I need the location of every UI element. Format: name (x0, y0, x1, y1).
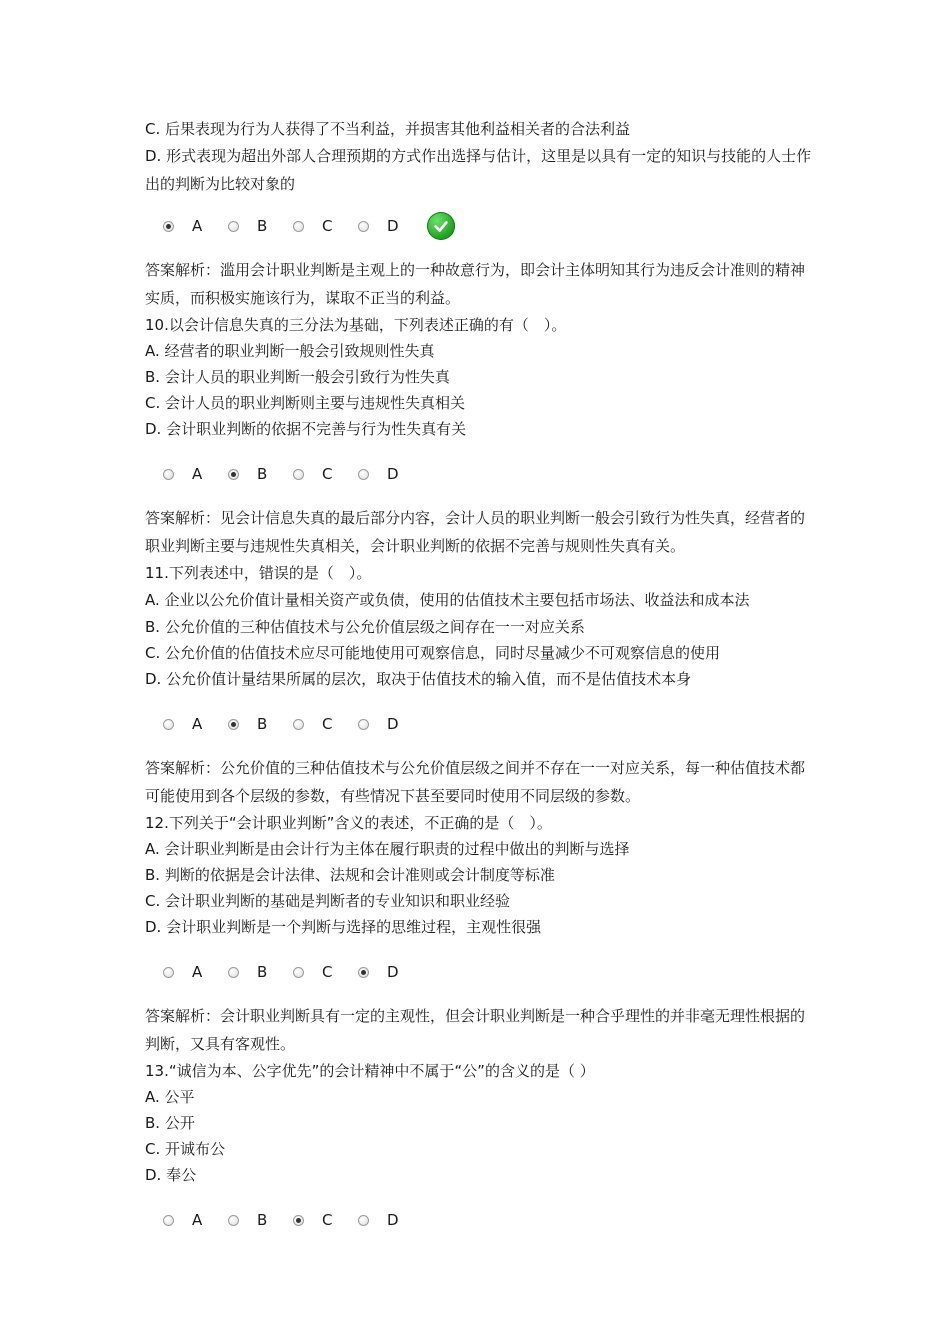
q13-option-a: A. 公平 (145, 1088, 195, 1106)
radio-icon[interactable] (163, 1215, 174, 1226)
q11-choice-b[interactable]: B (228, 715, 273, 733)
radio-icon[interactable] (163, 719, 174, 730)
q11-choice-a[interactable]: A (163, 715, 208, 733)
radio-icon[interactable] (358, 469, 369, 480)
q9-choice-b[interactable]: B (228, 217, 273, 235)
q11-choice-d[interactable]: D (358, 715, 403, 733)
q12-choice-b[interactable]: B (228, 963, 273, 981)
radio-icon[interactable] (228, 719, 239, 730)
exam-page (145, 116, 815, 1250)
q13-choice-a[interactable]: A (163, 1211, 208, 1229)
q12-choice-c[interactable]: C (293, 963, 338, 981)
radio-icon[interactable] (163, 221, 174, 232)
q10-stem: 10.以会计信息失真的三分法为基础，下列表述正确的有（ ）。 (145, 316, 567, 334)
q11-option-c: C. 公允价值的估值技术应尽可能地使用可观察信息，同时尽量减少不可观察信息的使用 (145, 644, 721, 662)
q10-choice-c[interactable]: C (293, 465, 338, 483)
radio-icon[interactable] (228, 1215, 239, 1226)
q13-stem: 13.“诚信为本、公字优先”的会计精神中不属于“公”的含义的是（ ） (145, 1062, 595, 1080)
q12-choice-a[interactable]: A (163, 963, 208, 981)
radio-icon[interactable] (293, 469, 304, 480)
q13-option-c: C. 开诚布公 (145, 1140, 226, 1158)
q9-option-d: D. 形式表现为超出外部人合理预期的方式作出选择与估计，这里是以具有一定的知识与技能的人士作出的判断为比较对象的 (145, 147, 812, 193)
q9-choice-c[interactable]: C (293, 217, 338, 235)
q11-option-a: A. 企业以公允价值计量相关资产或负债，使用的估值技术主要包括市场法、收益法和成本法 (145, 591, 750, 609)
q13-option-b: B. 公开 (145, 1114, 195, 1132)
q10-option-a: A. 经营者的职业判断一般会引致规则性失真 (145, 342, 435, 360)
q11-stem: 11.下列表述中，错误的是（ ）。 (145, 564, 372, 582)
q9-answer-choices (163, 204, 815, 248)
radio-icon[interactable] (293, 719, 304, 730)
q10-choice-d[interactable]: D (358, 465, 403, 483)
q9-choice-a[interactable]: A (163, 217, 208, 235)
radio-icon[interactable] (228, 967, 239, 978)
q12-answer-choices (163, 950, 815, 994)
q11-option-d: D. 公允价值计量结果所属的层次，取决于估值技术的输入值，而不是估值技术本身 (145, 670, 692, 688)
q10-answer-choices (163, 452, 815, 496)
q10-choice-b[interactable]: B (228, 465, 273, 483)
q13-choice-b[interactable]: B (228, 1211, 273, 1229)
q11-option-b: B. 公允价值的三种估值技术与公允价值层级之间存在一一对应关系 (145, 618, 585, 636)
radio-icon[interactable] (228, 469, 239, 480)
q13-answer-choices (163, 1198, 815, 1242)
q12-choice-d[interactable]: D (358, 963, 403, 981)
radio-icon[interactable] (358, 1215, 369, 1226)
q12-stem: 12.下列关于“会计职业判断”含义的表述，不正确的是（ ）。 (145, 814, 552, 832)
radio-icon[interactable] (163, 967, 174, 978)
radio-icon[interactable] (293, 221, 304, 232)
q13-option-d: D. 奉公 (145, 1166, 197, 1184)
q12-option-d: D. 会计职业判断是一个判断与选择的思维过程，主观性很强 (145, 918, 542, 936)
radio-icon[interactable] (163, 469, 174, 480)
q12-option-c: C. 会计职业判断的基础是判断者的专业知识和职业经验 (145, 892, 511, 910)
check-circle-icon (427, 212, 455, 240)
q10-choice-a[interactable]: A (163, 465, 208, 483)
q10-option-c: C. 会计人员的职业判断则主要与违规性失真相关 (145, 394, 466, 412)
q13-choice-c[interactable]: C (293, 1211, 338, 1229)
q11-answer-choices (163, 702, 815, 746)
q12-explanation: 答案解析：会计职业判断具有一定的主观性，但会计职业判断是一种合乎理性的并非毫无理性根据的判断，又具有客观性。 (145, 1007, 806, 1053)
q13-choice-d[interactable]: D (358, 1211, 403, 1229)
radio-icon[interactable] (358, 221, 369, 232)
q9-choice-d[interactable]: D (358, 217, 403, 235)
q9-option-c: C. 后果表现为行为人获得了不当利益，并损害其他利益相关者的合法利益 (145, 120, 631, 138)
q12-option-b: B. 判断的依据是会计法律、法规和会计准则或会计制度等标准 (145, 866, 555, 884)
radio-icon[interactable] (293, 1215, 304, 1226)
radio-icon[interactable] (358, 967, 369, 978)
q9-explanation: 答案解析：滥用会计职业判断是主观上的一种故意行为，即会计主体明知其行为违反会计准则的精神实质，而积极实施该行为，谋取不正当的利益。 (145, 261, 806, 307)
q10-explanation: 答案解析：见会计信息失真的最后部分内容，会计人员的职业判断一般会引致行为性失真，经营者的职业判断主要与违规性失真相关，会计职业判断的依据不完善与规则性失真有关。 (145, 509, 806, 555)
radio-icon[interactable] (358, 719, 369, 730)
q10-option-b: B. 会计人员的职业判断一般会引致行为性失真 (145, 368, 450, 386)
q10-option-d: D. 会计职业判断的依据不完善与行为性失真有关 (145, 420, 467, 438)
q12-option-a: A. 会计职业判断是由会计行为主体在履行职责的过程中做出的判断与选择 (145, 840, 630, 858)
q11-choice-c[interactable]: C (293, 715, 338, 733)
radio-icon[interactable] (228, 221, 239, 232)
q11-explanation: 答案解析：公允价值的三种估值技术与公允价值层级之间并不存在一一对应关系，每一种估值技术都可能使用到各个层级的参数，有些情况下甚至要同时使用不同层级的参数。 (145, 759, 806, 805)
radio-icon[interactable] (293, 967, 304, 978)
